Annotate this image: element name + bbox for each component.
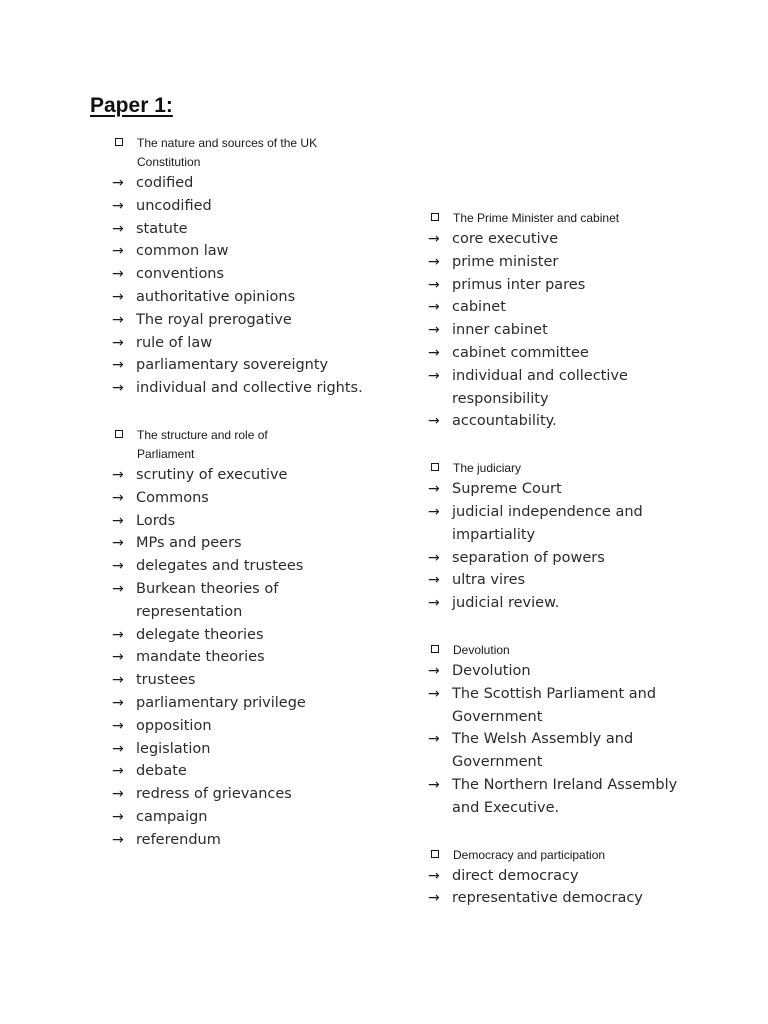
section-the-structure-and-role-of-parliament — [112, 426, 412, 852]
right-arrow-icon: → — [112, 243, 124, 260]
right-arrow-icon: → — [428, 231, 440, 247]
right-arrow-icon: → — [112, 626, 124, 643]
list-item — [428, 774, 728, 820]
list-item-text: The Welsh Assembly and Government — [452, 731, 634, 771]
list-item — [428, 547, 728, 570]
right-arrow-icon: → — [112, 763, 124, 780]
section-heading — [112, 426, 412, 464]
list-item-text: representative democracy — [452, 890, 643, 907]
right-arrow-icon: → — [112, 266, 124, 283]
section-the-prime-minister-and-cabinet — [428, 209, 728, 433]
right-arrow-icon: → — [112, 558, 124, 575]
list-item-text: accountability. — [452, 413, 557, 430]
list-item-text: Lords — [136, 512, 176, 529]
right-arrow-icon: → — [112, 220, 124, 237]
right-arrow-icon: → — [112, 580, 124, 597]
list-item — [112, 760, 412, 783]
right-arrow-icon: → — [112, 466, 124, 483]
list-item — [112, 218, 412, 241]
list-item — [112, 195, 412, 218]
list-item-text: scrutiny of executive — [136, 466, 288, 483]
checkbox-icon — [115, 430, 123, 438]
right-arrow-icon: → — [428, 481, 440, 498]
list-item — [112, 829, 412, 852]
list-item-text: inner cabinet — [452, 322, 548, 339]
right-arrow-icon: → — [428, 731, 440, 748]
list-item — [112, 464, 412, 487]
list-item-text: individual and collective rights. — [136, 380, 363, 397]
section-the-judiciary — [428, 459, 728, 615]
list-item-text: prime minister — [452, 253, 559, 270]
term-list — [428, 865, 728, 911]
section-heading — [112, 134, 412, 172]
list-item-text: cabinet — [452, 299, 506, 316]
right-arrow-icon: → — [428, 572, 440, 589]
section-democracy-and-participation — [428, 846, 728, 911]
list-item-text: rule of law — [136, 334, 213, 351]
section-heading-text: The nature and sources of the UK Constitution — [137, 136, 318, 169]
right-arrow-icon: → — [112, 535, 124, 552]
list-item — [428, 660, 728, 683]
list-item — [112, 646, 412, 669]
list-item — [112, 624, 412, 647]
list-item — [112, 377, 412, 400]
list-item — [112, 286, 412, 309]
right-arrow-icon: → — [112, 175, 124, 191]
list-item-text: mandate theories — [136, 649, 265, 666]
list-item — [428, 365, 728, 411]
list-item-text: uncodified — [136, 197, 212, 214]
list-item — [428, 342, 728, 365]
right-arrow-icon: → — [428, 299, 440, 316]
right-arrow-icon: → — [428, 253, 440, 270]
right-arrow-icon: → — [428, 685, 440, 702]
right-arrow-icon: → — [112, 672, 124, 689]
page-title: Paper 1: — [90, 94, 173, 117]
list-item-text: conventions — [136, 266, 225, 283]
checkbox-icon — [431, 850, 439, 858]
right-arrow-icon: → — [112, 311, 124, 328]
right-arrow-icon: → — [428, 413, 440, 430]
section-spacer — [428, 615, 728, 641]
checkbox-icon — [431, 213, 439, 221]
list-item — [112, 578, 412, 624]
section-heading — [428, 459, 728, 478]
list-item-text: debate — [136, 763, 187, 780]
list-item-text: campaign — [136, 808, 208, 825]
list-item-text: Burkean theories of representation — [136, 580, 279, 620]
list-item — [112, 783, 412, 806]
list-item — [112, 669, 412, 692]
list-item — [428, 683, 728, 729]
list-item-text: trustees — [136, 672, 196, 689]
list-item — [428, 501, 728, 547]
section-heading-text: Devolution — [453, 642, 510, 657]
section-spacer — [428, 433, 728, 459]
list-item-text: legislation — [136, 740, 211, 757]
list-item-text: opposition — [136, 717, 212, 734]
list-item-text: Commons — [136, 489, 209, 506]
list-item-text: cabinet committee — [452, 344, 589, 361]
term-list — [428, 228, 728, 433]
list-item — [112, 487, 412, 510]
list-item — [112, 510, 412, 533]
checkbox-icon — [115, 138, 123, 146]
section-heading — [428, 846, 728, 865]
list-item-text: The royal prerogative — [136, 311, 292, 328]
right-arrow-icon: → — [428, 867, 440, 884]
section-spacer — [112, 400, 412, 426]
list-item-text: core executive — [452, 231, 559, 247]
term-list — [112, 172, 412, 400]
list-item-text: parliamentary privilege — [136, 694, 306, 711]
right-arrow-icon: → — [428, 549, 440, 566]
list-item-text: MPs and peers — [136, 535, 242, 552]
list-item-text: The Northern Ireland Assembly and Executive. — [452, 776, 678, 816]
term-list — [428, 660, 728, 820]
list-item — [112, 332, 412, 355]
right-arrow-icon: → — [428, 344, 440, 361]
list-item-text: authoritative opinions — [136, 288, 296, 305]
list-item — [428, 410, 728, 433]
list-item — [428, 887, 728, 910]
right-arrow-icon: → — [112, 334, 124, 351]
list-item-text: judicial independence and impartiality — [452, 503, 643, 543]
left-column — [112, 134, 412, 852]
list-item-text: The Scottish Parliament and Government — [452, 685, 657, 725]
list-item-text: Supreme Court — [452, 481, 562, 498]
right-arrow-icon: → — [112, 197, 124, 214]
list-item-text: judicial review. — [452, 595, 560, 612]
list-item — [112, 263, 412, 286]
right-arrow-icon: → — [428, 503, 440, 520]
right-arrow-icon: → — [428, 367, 440, 384]
list-item-text: individual and collective responsibility — [452, 367, 628, 407]
section-heading — [428, 209, 728, 228]
list-item — [428, 319, 728, 342]
term-list — [112, 464, 412, 852]
list-item — [112, 532, 412, 555]
list-item — [428, 296, 728, 319]
right-arrow-icon: → — [112, 694, 124, 711]
list-item — [112, 309, 412, 332]
right-column — [428, 209, 728, 910]
list-item — [112, 806, 412, 829]
list-item — [428, 478, 728, 501]
term-list — [428, 478, 728, 615]
right-arrow-icon: → — [112, 831, 124, 848]
section-heading-text: Democracy and participation — [453, 847, 606, 862]
list-item-text: redress of grievances — [136, 786, 292, 803]
list-item-text: delegate theories — [136, 626, 264, 643]
section-the-nature-and-sources-of-the-uk-constitution — [112, 134, 412, 400]
right-arrow-icon: → — [112, 380, 124, 397]
right-arrow-icon: → — [112, 489, 124, 506]
section-heading-text: The Prime Minister and cabinet — [453, 211, 620, 225]
list-item-text: statute — [136, 220, 188, 237]
right-arrow-icon: → — [428, 662, 440, 679]
checkbox-icon — [431, 463, 439, 471]
list-item — [428, 728, 728, 774]
right-arrow-icon: → — [112, 740, 124, 757]
right-arrow-icon: → — [112, 717, 124, 734]
list-item-text: separation of powers — [452, 549, 605, 566]
list-item — [112, 555, 412, 578]
section-heading — [428, 641, 728, 660]
list-item-text: codified — [136, 175, 194, 191]
right-arrow-icon: → — [428, 276, 440, 293]
right-arrow-icon: → — [112, 808, 124, 825]
list-item-text: ultra vires — [452, 572, 526, 589]
section-spacer — [428, 820, 728, 846]
list-item — [428, 228, 728, 251]
right-arrow-icon: → — [112, 649, 124, 666]
list-item — [428, 865, 728, 888]
list-item — [112, 172, 412, 195]
right-arrow-icon: → — [112, 288, 124, 305]
right-arrow-icon: → — [428, 776, 440, 793]
list-item-text: referendum — [136, 831, 221, 848]
list-item — [112, 715, 412, 738]
right-arrow-icon: → — [428, 322, 440, 339]
section-heading-text: The judiciary — [453, 461, 522, 476]
right-arrow-icon: → — [112, 512, 124, 529]
list-item — [112, 738, 412, 761]
list-item-text: delegates and trustees — [136, 558, 304, 575]
list-item-text: Devolution — [452, 662, 531, 679]
right-arrow-icon: → — [428, 595, 440, 612]
list-item-text: direct democracy — [452, 867, 579, 884]
list-item — [428, 569, 728, 592]
list-item-text: common law — [136, 243, 229, 260]
right-arrow-icon: → — [428, 890, 440, 907]
list-item-text: primus inter pares — [452, 276, 586, 293]
list-item — [428, 592, 728, 615]
list-item — [428, 251, 728, 274]
right-arrow-icon: → — [112, 357, 124, 374]
list-item-text: parliamentary sovereignty — [136, 357, 329, 374]
right-arrow-icon: → — [112, 786, 124, 803]
checkbox-icon — [431, 645, 439, 653]
list-item — [428, 274, 728, 297]
list-item — [112, 354, 412, 377]
list-item — [112, 240, 412, 263]
section-devolution — [428, 641, 728, 820]
section-heading-text: The structure and role of Parliament — [137, 427, 268, 461]
list-item — [112, 692, 412, 715]
